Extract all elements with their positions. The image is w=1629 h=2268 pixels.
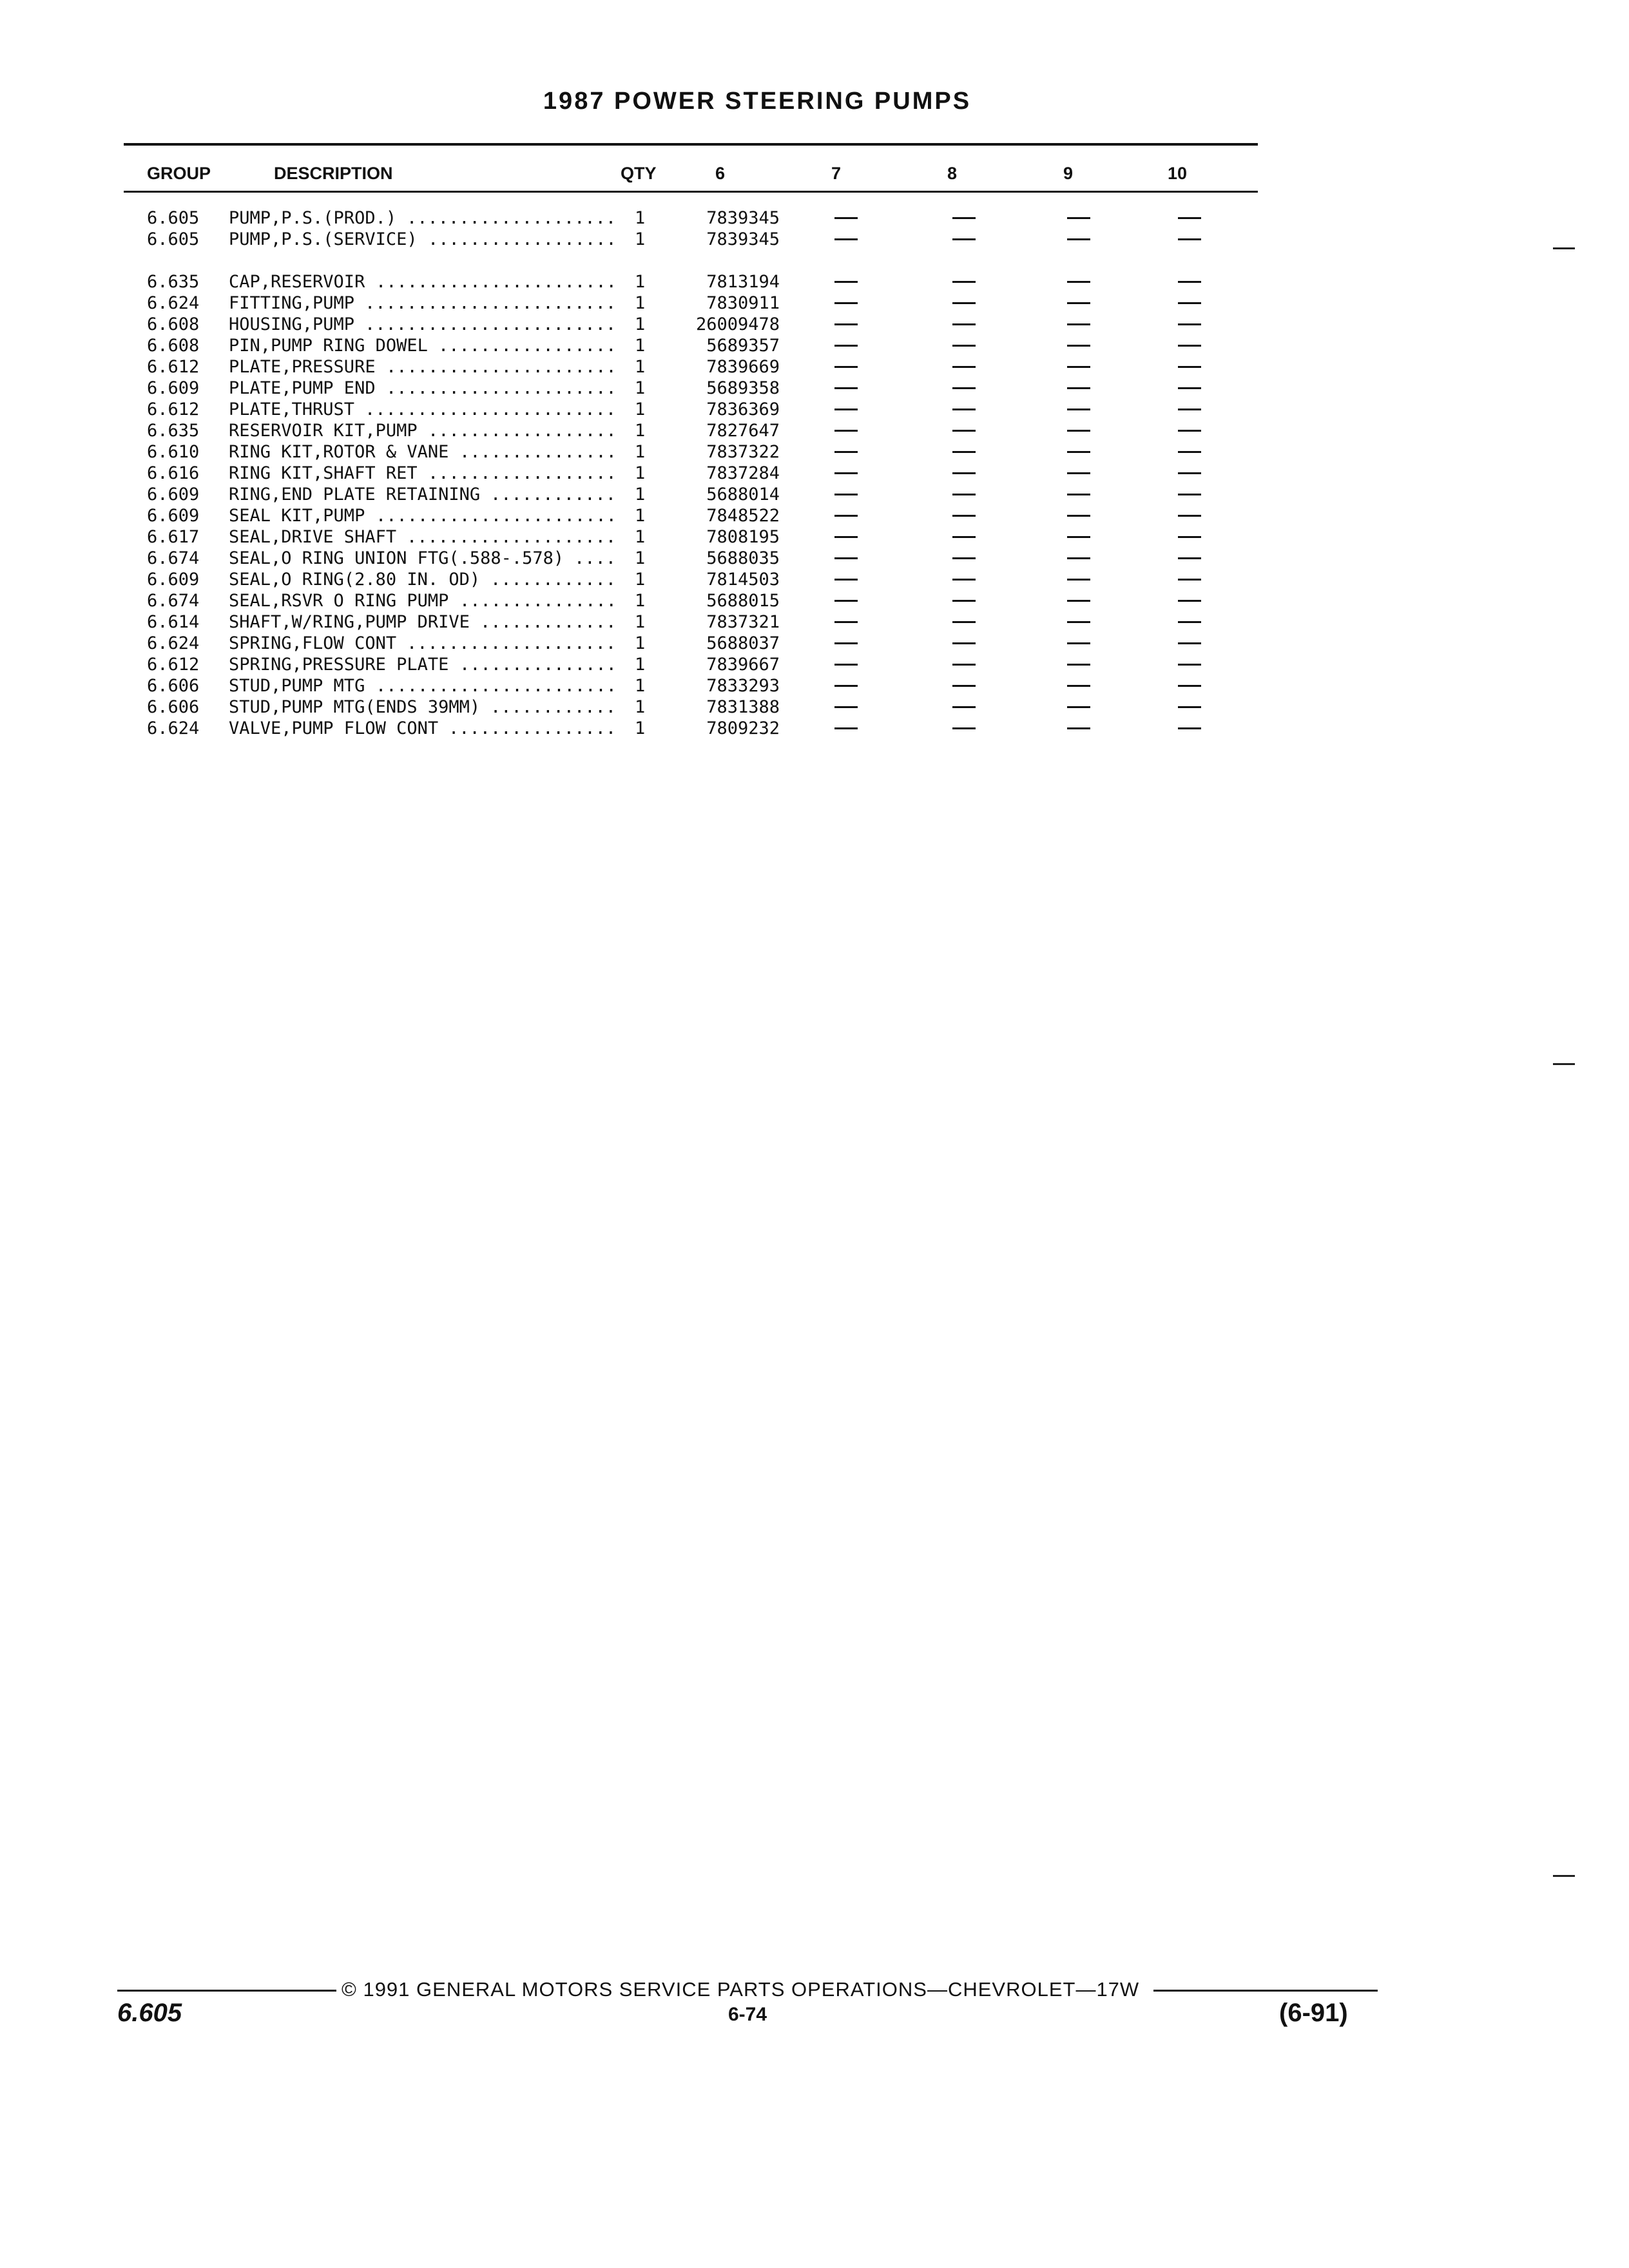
- row-description: RING KIT,ROTOR & VANE: [229, 442, 459, 462]
- table-row: [0, 526, 1629, 548]
- not-applicable-dash: [1067, 515, 1090, 517]
- row-description: CAP,RESERVOIR: [229, 272, 376, 292]
- not-applicable-dash: [1178, 302, 1201, 304]
- not-applicable-dash: [1067, 664, 1090, 666]
- not-applicable-dash: [1067, 621, 1090, 623]
- not-applicable-dash: [834, 408, 858, 410]
- row-part-number: 7837284: [706, 463, 780, 483]
- not-applicable-dash: [1178, 387, 1201, 389]
- row-part-number: 5689357: [706, 336, 780, 356]
- not-applicable-dash: [1178, 366, 1201, 368]
- row-leader-dots: ...............: [459, 591, 617, 611]
- header-description: DESCRIPTION: [274, 164, 393, 183]
- row-qty: 1: [635, 548, 646, 568]
- header-qty: QTY: [621, 164, 657, 183]
- row-part-number: 5688037: [706, 633, 780, 653]
- not-applicable-dash: [952, 727, 976, 729]
- row-qty: 1: [635, 591, 646, 611]
- not-applicable-dash: [1178, 472, 1201, 474]
- table-row: [0, 314, 1629, 335]
- not-applicable-dash: [1067, 451, 1090, 453]
- header-group: GROUP: [147, 164, 211, 183]
- not-applicable-dash: [1067, 430, 1090, 432]
- not-applicable-dash: [834, 600, 858, 602]
- not-applicable-dash: [1178, 238, 1201, 240]
- not-applicable-dash: [834, 727, 858, 729]
- row-leader-dots: .............: [480, 612, 617, 632]
- table-row: [0, 505, 1629, 526]
- not-applicable-dash: [1067, 387, 1090, 389]
- table-row: [0, 484, 1629, 505]
- row-qty: 1: [635, 506, 646, 526]
- not-applicable-dash: [952, 685, 976, 687]
- row-description: RING KIT,SHAFT RET: [229, 463, 428, 483]
- table-row: [0, 293, 1629, 314]
- row-leader-dots: ..................: [428, 463, 617, 483]
- row-group: 6.606: [147, 697, 200, 717]
- footer-page-number: 6-74: [728, 2004, 767, 2025]
- row-part-number: 7837322: [706, 442, 780, 462]
- row-leader-dots: ..................: [428, 229, 617, 249]
- not-applicable-dash: [952, 451, 976, 453]
- row-qty: 1: [635, 378, 646, 398]
- not-applicable-dash: [1067, 600, 1090, 602]
- footer-group-code: 6.605: [117, 1999, 182, 2027]
- not-applicable-dash: [834, 685, 858, 687]
- not-applicable-dash: [1178, 642, 1201, 644]
- row-leader-dots: ........................: [365, 293, 617, 313]
- not-applicable-dash: [952, 323, 976, 325]
- margin-tick: [1553, 1875, 1575, 1877]
- row-qty: 1: [635, 208, 646, 228]
- not-applicable-dash: [952, 472, 976, 474]
- row-leader-dots: ....................: [407, 208, 617, 228]
- not-applicable-dash: [1178, 430, 1201, 432]
- not-applicable-dash: [952, 387, 976, 389]
- row-description: PIN,PUMP RING DOWEL: [229, 336, 439, 356]
- footer-rule-left: [117, 1990, 336, 1992]
- row-part-number: 7814503: [706, 570, 780, 590]
- not-applicable-dash: [834, 281, 858, 283]
- row-description: RESERVOIR KIT,PUMP: [229, 421, 428, 441]
- not-applicable-dash: [1067, 366, 1090, 368]
- not-applicable-dash: [1178, 536, 1201, 538]
- row-part-number: 7848522: [706, 506, 780, 526]
- row-qty: 1: [635, 293, 646, 313]
- row-group: 6.624: [147, 293, 200, 313]
- row-leader-dots: ......................: [386, 378, 617, 398]
- row-qty: 1: [635, 570, 646, 590]
- row-qty: 1: [635, 357, 646, 377]
- row-qty: 1: [635, 314, 646, 334]
- row-group: 6.624: [147, 718, 200, 738]
- not-applicable-dash: [1067, 685, 1090, 687]
- row-qty: 1: [635, 697, 646, 717]
- not-applicable-dash: [952, 281, 976, 283]
- row-group: 6.614: [147, 612, 200, 632]
- not-applicable-dash: [1067, 472, 1090, 474]
- not-applicable-dash: [952, 557, 976, 559]
- not-applicable-dash: [1178, 579, 1201, 581]
- row-group: 6.605: [147, 208, 200, 228]
- table-row: [0, 356, 1629, 378]
- table-row: [0, 420, 1629, 441]
- not-applicable-dash: [834, 642, 858, 644]
- not-applicable-dash: [952, 536, 976, 538]
- row-group: 6.612: [147, 655, 200, 675]
- not-applicable-dash: [952, 217, 976, 219]
- not-applicable-dash: [834, 515, 858, 517]
- not-applicable-dash: [1178, 494, 1201, 495]
- table-row: [0, 207, 1629, 229]
- row-leader-dots: ..................: [428, 421, 617, 441]
- not-applicable-dash: [834, 706, 858, 708]
- row-description: SEAL,O RING(2.80 IN. OD): [229, 570, 491, 590]
- not-applicable-dash: [834, 621, 858, 623]
- row-qty: 1: [635, 655, 646, 675]
- not-applicable-dash: [1067, 238, 1090, 240]
- row-part-number: 5688014: [706, 485, 780, 505]
- not-applicable-dash: [834, 472, 858, 474]
- parts-table: [0, 207, 1629, 739]
- not-applicable-dash: [1178, 323, 1201, 325]
- row-description: SPRING,PRESSURE PLATE: [229, 655, 459, 675]
- table-row: [0, 569, 1629, 590]
- row-description: PLATE,THRUST: [229, 399, 365, 419]
- not-applicable-dash: [1067, 345, 1090, 347]
- not-applicable-dash: [952, 600, 976, 602]
- not-applicable-dash: [1067, 706, 1090, 708]
- row-leader-dots: .......................: [376, 506, 617, 526]
- row-part-number: 5689358: [706, 378, 780, 398]
- table-row: [0, 675, 1629, 697]
- not-applicable-dash: [834, 494, 858, 495]
- not-applicable-dash: [1067, 557, 1090, 559]
- row-leader-dots: ...............: [459, 655, 617, 675]
- row-description: HOUSING,PUMP: [229, 314, 365, 334]
- row-part-number: 5688035: [706, 548, 780, 568]
- not-applicable-dash: [1178, 706, 1201, 708]
- row-description: PUMP,P.S.(PROD.): [229, 208, 407, 228]
- not-applicable-dash: [834, 387, 858, 389]
- footer-rule-right: [1153, 1990, 1378, 1992]
- row-leader-dots: ...............: [459, 442, 617, 462]
- not-applicable-dash: [834, 579, 858, 581]
- not-applicable-dash: [952, 366, 976, 368]
- row-group: 6.635: [147, 421, 200, 441]
- row-description: RING,END PLATE RETAINING: [229, 485, 491, 505]
- row-group: 6.624: [147, 633, 200, 653]
- table-row: [0, 229, 1629, 250]
- row-leader-dots: .......................: [376, 272, 617, 292]
- row-leader-dots: ....................: [407, 633, 617, 653]
- table-row: [0, 611, 1629, 633]
- row-group: 6.612: [147, 357, 200, 377]
- not-applicable-dash: [952, 238, 976, 240]
- not-applicable-dash: [952, 621, 976, 623]
- not-applicable-dash: [1178, 557, 1201, 559]
- table-row: [0, 548, 1629, 569]
- table-row: [0, 654, 1629, 675]
- header-col-8: 8: [947, 164, 958, 183]
- not-applicable-dash: [834, 557, 858, 559]
- not-applicable-dash: [834, 217, 858, 219]
- not-applicable-dash: [1178, 664, 1201, 666]
- row-description: PLATE,PRESSURE: [229, 357, 386, 377]
- table-row: [0, 335, 1629, 356]
- not-applicable-dash: [1178, 281, 1201, 283]
- row-qty: 1: [635, 442, 646, 462]
- row-group: 6.617: [147, 527, 200, 547]
- row-part-number: 5688015: [706, 591, 780, 611]
- table-row: [0, 399, 1629, 420]
- row-description: PLATE,PUMP END: [229, 378, 386, 398]
- margin-tick: [1553, 247, 1575, 249]
- row-group: 6.674: [147, 591, 200, 611]
- not-applicable-dash: [1178, 217, 1201, 219]
- not-applicable-dash: [834, 366, 858, 368]
- row-part-number: 7830911: [706, 293, 780, 313]
- row-leader-dots: ............: [490, 485, 617, 505]
- not-applicable-dash: [1178, 451, 1201, 453]
- table-row: [0, 441, 1629, 463]
- not-applicable-dash: [1178, 600, 1201, 602]
- row-part-number: 7831388: [706, 697, 780, 717]
- not-applicable-dash: [1178, 515, 1201, 517]
- row-qty: 1: [635, 676, 646, 696]
- not-applicable-dash: [952, 302, 976, 304]
- not-applicable-dash: [952, 515, 976, 517]
- not-applicable-dash: [834, 451, 858, 453]
- not-applicable-dash: [834, 664, 858, 666]
- row-leader-dots: .................: [438, 336, 617, 356]
- row-leader-dots: ............: [490, 570, 617, 590]
- not-applicable-dash: [1067, 642, 1090, 644]
- row-qty: 1: [635, 485, 646, 505]
- not-applicable-dash: [834, 536, 858, 538]
- not-applicable-dash: [834, 323, 858, 325]
- row-part-number: 7837321: [706, 612, 780, 632]
- row-leader-dots: ........................: [365, 399, 617, 419]
- row-description: STUD,PUMP MTG: [229, 676, 376, 696]
- row-description: SEAL,DRIVE SHAFT: [229, 527, 407, 547]
- row-description: SHAFT,W/RING,PUMP DRIVE: [229, 612, 481, 632]
- not-applicable-dash: [952, 430, 976, 432]
- row-group: 6.609: [147, 485, 200, 505]
- not-applicable-dash: [1067, 536, 1090, 538]
- not-applicable-dash: [1067, 323, 1090, 325]
- row-group: 6.608: [147, 314, 200, 334]
- not-applicable-dash: [1067, 302, 1090, 304]
- not-applicable-dash: [834, 345, 858, 347]
- not-applicable-dash: [952, 706, 976, 708]
- row-qty: 1: [635, 272, 646, 292]
- table-row: [0, 697, 1629, 718]
- row-part-number: 7839669: [706, 357, 780, 377]
- row-qty: 1: [635, 463, 646, 483]
- page-title: 1987 POWER STEERING PUMPS: [543, 88, 972, 115]
- footer-date: (6-91): [1279, 1999, 1348, 2027]
- row-part-number: 7809232: [706, 718, 780, 738]
- row-part-number: 26009478: [695, 314, 780, 334]
- row-qty: 1: [635, 633, 646, 653]
- header-col-10: 10: [1168, 164, 1188, 183]
- row-group: 6.609: [147, 506, 200, 526]
- row-group: 6.610: [147, 442, 200, 462]
- not-applicable-dash: [1067, 408, 1090, 410]
- not-applicable-dash: [1067, 281, 1090, 283]
- not-applicable-dash: [1067, 494, 1090, 495]
- row-qty: 1: [635, 718, 646, 738]
- not-applicable-dash: [834, 430, 858, 432]
- row-group: 6.635: [147, 272, 200, 292]
- not-applicable-dash: [1178, 685, 1201, 687]
- row-description: SEAL,RSVR O RING PUMP: [229, 591, 459, 611]
- not-applicable-dash: [1178, 345, 1201, 347]
- row-part-number: 7827647: [706, 421, 780, 441]
- table-row: [0, 463, 1629, 484]
- table-row: [0, 378, 1629, 399]
- row-group: 6.606: [147, 676, 200, 696]
- row-part-number: 7839345: [706, 229, 780, 249]
- row-group: 6.612: [147, 399, 200, 419]
- row-part-number: 7836369: [706, 399, 780, 419]
- row-leader-dots: ............: [490, 697, 617, 717]
- row-qty: 1: [635, 399, 646, 419]
- not-applicable-dash: [1178, 727, 1201, 729]
- not-applicable-dash: [952, 664, 976, 666]
- row-group: 6.608: [147, 336, 200, 356]
- not-applicable-dash: [952, 494, 976, 495]
- table-row: [0, 590, 1629, 611]
- not-applicable-dash: [952, 579, 976, 581]
- not-applicable-dash: [1178, 408, 1201, 410]
- row-description: STUD,PUMP MTG(ENDS 39MM): [229, 697, 491, 717]
- row-part-number: 7833293: [706, 676, 780, 696]
- row-qty: 1: [635, 336, 646, 356]
- header-col-6: 6: [715, 164, 726, 183]
- margin-tick: [1553, 1063, 1575, 1065]
- row-description: FITTING,PUMP: [229, 293, 365, 313]
- not-applicable-dash: [1178, 621, 1201, 623]
- row-leader-dots: ....: [574, 548, 617, 568]
- row-qty: 1: [635, 421, 646, 441]
- row-description: VALVE,PUMP FLOW CONT: [229, 718, 449, 738]
- not-applicable-dash: [1067, 727, 1090, 729]
- row-leader-dots: ......................: [386, 357, 617, 377]
- table-row: [0, 271, 1629, 293]
- not-applicable-dash: [834, 238, 858, 240]
- row-part-number: 7808195: [706, 527, 780, 547]
- not-applicable-dash: [952, 408, 976, 410]
- not-applicable-dash: [952, 642, 976, 644]
- row-group: 6.609: [147, 378, 200, 398]
- row-description: PUMP,P.S.(SERVICE): [229, 229, 428, 249]
- row-qty: 1: [635, 612, 646, 632]
- not-applicable-dash: [952, 345, 976, 347]
- row-part-number: 7839667: [706, 655, 780, 675]
- header-bottom-rule: [124, 191, 1258, 193]
- table-row: [0, 718, 1629, 739]
- row-group: 6.616: [147, 463, 200, 483]
- row-description: SEAL KIT,PUMP: [229, 506, 376, 526]
- not-applicable-dash: [834, 302, 858, 304]
- row-group: 6.605: [147, 229, 200, 249]
- row-leader-dots: ....................: [407, 527, 617, 547]
- header-col-7: 7: [831, 164, 842, 183]
- row-part-number: 7813194: [706, 272, 780, 292]
- row-description: SEAL,O RING UNION FTG(.588-.578): [229, 548, 575, 568]
- row-qty: 1: [635, 229, 646, 249]
- not-applicable-dash: [1067, 579, 1090, 581]
- row-description: SPRING,FLOW CONT: [229, 633, 407, 653]
- footer-copyright: © 1991 GENERAL MOTORS SERVICE PARTS OPERATIONS—CHEVROLET—17W: [342, 1978, 1140, 2001]
- row-leader-dots: ................: [448, 718, 617, 738]
- table-row: [0, 633, 1629, 654]
- row-part-number: 7839345: [706, 208, 780, 228]
- row-qty: 1: [635, 527, 646, 547]
- row-group: 6.674: [147, 548, 200, 568]
- row-leader-dots: ........................: [365, 314, 617, 334]
- row-group: 6.609: [147, 570, 200, 590]
- header-top-rule: [124, 143, 1258, 146]
- header-col-9: 9: [1063, 164, 1074, 183]
- not-applicable-dash: [1067, 217, 1090, 219]
- row-leader-dots: .......................: [376, 676, 617, 696]
